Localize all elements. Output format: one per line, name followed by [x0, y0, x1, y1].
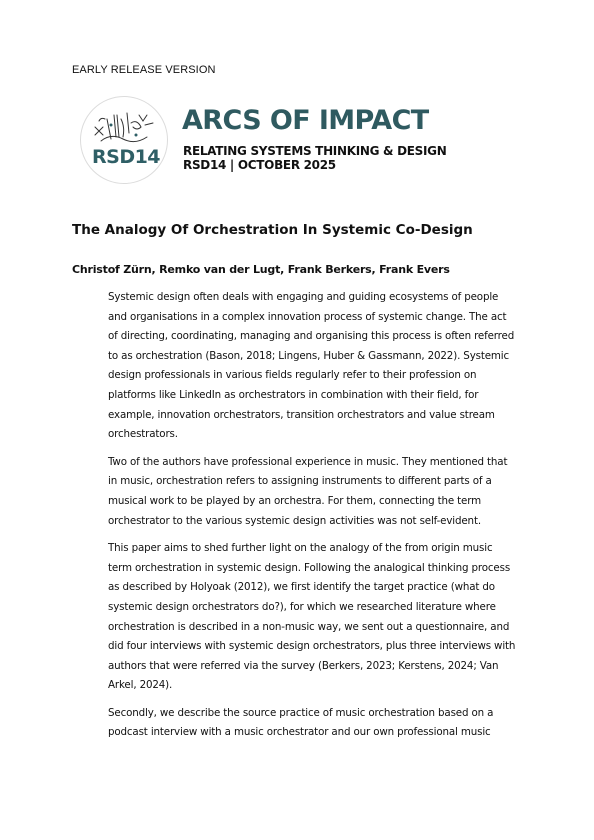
text-line: Systemic design often deals with engaging and guiding ecosystems of people — [108, 291, 499, 303]
conference-logo — [80, 96, 168, 184]
abstract-paragraph — [108, 539, 528, 696]
text-line: did four interviews with systemic design orchestrators, plus three interviews with — [108, 640, 516, 653]
text-line: in music, orchestration refers to assigning instruments to different parts of a — [108, 475, 492, 488]
abstract-paragraph — [108, 704, 528, 743]
release-label: EARLY RELEASE VERSION — [72, 64, 216, 76]
text-line: term orchestration in systemic design. Following the analogical thinking process — [108, 561, 511, 574]
conference-title: ARCS OF IMPACT — [182, 105, 429, 136]
text-line: to as orchestration (Bason, 2018; Lingens, Huber & Gassmann, 2022). Systemic — [108, 349, 510, 362]
text-line: Arkel, 2024). — [108, 679, 173, 692]
text-line: Secondly, we describe the source practice of music orchestration based on a — [108, 706, 494, 719]
text-line: authors that were referred via the survey (Berkers, 2023; Kerstens, 2024; Van — [108, 659, 499, 672]
text-line: as described by Holyoak (2012), we first identify the target practice (what do — [108, 581, 495, 594]
conference-edition: RSD14 | OCTOBER 2025 — [183, 158, 336, 172]
abstract-paragraph — [108, 453, 528, 531]
conference-banner — [80, 96, 460, 186]
text-line: Two of the authors have professional experience in music. They mentioned that — [108, 455, 508, 468]
text-line: of directing, coordinating, managing and organising this process is often referred — [108, 330, 515, 343]
text-line: orchestration is described in a non-music way, we sent out a questionnaire, and — [108, 620, 510, 633]
text-line: systemic design orchestrators do?), for which we researched literature where — [108, 600, 496, 613]
text-line: podcast interview with a music orchestrator and our own professional music — [108, 726, 491, 739]
logo-text: RSD14 — [92, 146, 161, 168]
abstract-paragraph — [108, 288, 528, 445]
text-line: and organisations in a complex innovation process of systemic change. The act — [108, 310, 507, 323]
conference-subtitle: RELATING SYSTEMS THINKING & DESIGN — [183, 144, 447, 158]
paper-authors: Christof Zürn, Remko van der Lugt, Frank Berkers, Frank Evers — [72, 263, 450, 276]
abstract-body — [108, 288, 528, 751]
logo-sketch-icon — [81, 97, 169, 185]
text-line: musical work to be played by an orchestra. For them, connecting the term — [108, 494, 482, 507]
text-line: This paper aims to shed further light on the analogy of the from origin music — [108, 542, 493, 555]
text-line: platforms like LinkedIn as orchestrators in combination with their field, for — [108, 388, 479, 401]
text-line: orchestrators. — [108, 428, 178, 441]
text-line: example, innovation orchestrators, transition orchestrators and value stream — [108, 408, 495, 421]
paper-title: The Analogy Of Orchestration In Systemic Co-Design — [72, 222, 473, 238]
text-line: orchestrator to the various systemic design activities was not self-evident. — [108, 514, 481, 527]
text-line: design professionals in various fields regularly refer to their profession on — [108, 369, 477, 382]
